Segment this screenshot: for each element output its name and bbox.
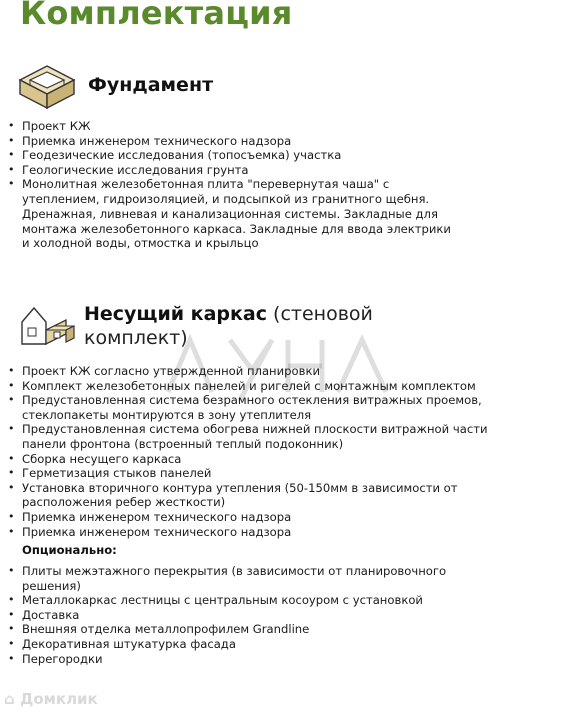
list-item: • Геодезические исследования (топосъемка) участка	[6, 148, 546, 163]
list-item: • Доставка	[6, 608, 551, 623]
list-item: • Металлокаркас лестницы с центральным косоуром с установкой	[6, 593, 551, 608]
list-item: • Предустановленная система обогрева нижней плоскости витражной части панели фронтона (встроенный теплый подоконник)	[6, 422, 551, 451]
page-title: Комплектация	[20, 0, 293, 32]
foundation-list	[6, 119, 546, 207]
list-item: • Плиты межэтажного перекрытия (в зависимости от планировочного решения)	[6, 564, 551, 593]
foundation-paragraph: Дренажная, ливневая и канализационная системы. Закладные для монтажа железобетонного каркаса. Закладные для ввода электрики и холодной воды, отмостка и крыльцо	[22, 207, 451, 251]
foundation-slab-icon	[18, 64, 76, 112]
list-item: • Сборка несущего каркаса	[6, 452, 551, 467]
list-item: • Проект КЖ	[6, 119, 546, 134]
list-item: • Геологические исследования грунта	[6, 163, 546, 178]
list-item: • Монолитная железобетонная плита "перевернутая чаша" с утеплением, гидроизоляцией, и подсыпкой из гранитного щебня.	[6, 177, 546, 206]
list-item: • Герметизация стыков панелей	[6, 466, 551, 481]
foundation-title: Фундамент	[88, 74, 214, 96]
list-item: • Перегородки	[6, 652, 551, 667]
list-item: • Проект КЖ согласно утвержденной планировки	[6, 364, 551, 379]
list-item: • Декоративная штукатурка фасада	[6, 637, 551, 652]
list-item: • Приемка инженером технического надзора	[6, 134, 546, 149]
list-item: • Приемка инженером технического надзора	[6, 510, 551, 525]
list-item: • Предустановленная система безрамного остекления витражных проемов, стеклопакеты монтируются в зону утеплителя	[6, 393, 551, 422]
list-item: • Установка вторичного контура утепления (50-150мм в зависимости от расположения ребер жесткости)	[6, 481, 551, 510]
list-item: • Внешняя отделка металлопрофилем Grandline	[6, 622, 551, 637]
list-item: • Комплект железобетонных панелей и ригелей с монтажным комплектом	[6, 379, 551, 394]
frame-list	[6, 364, 551, 539]
list-item: • Приемка инженером технического надзора	[6, 525, 551, 540]
optional-label: Опционально:	[22, 543, 117, 557]
domclick-watermark-logo: ⌂ Домклик	[4, 690, 98, 708]
wall-frame-icon	[18, 304, 78, 348]
optional-list	[6, 564, 551, 666]
frame-title: Несущий каркас (стеновой комплект)	[84, 303, 373, 349]
